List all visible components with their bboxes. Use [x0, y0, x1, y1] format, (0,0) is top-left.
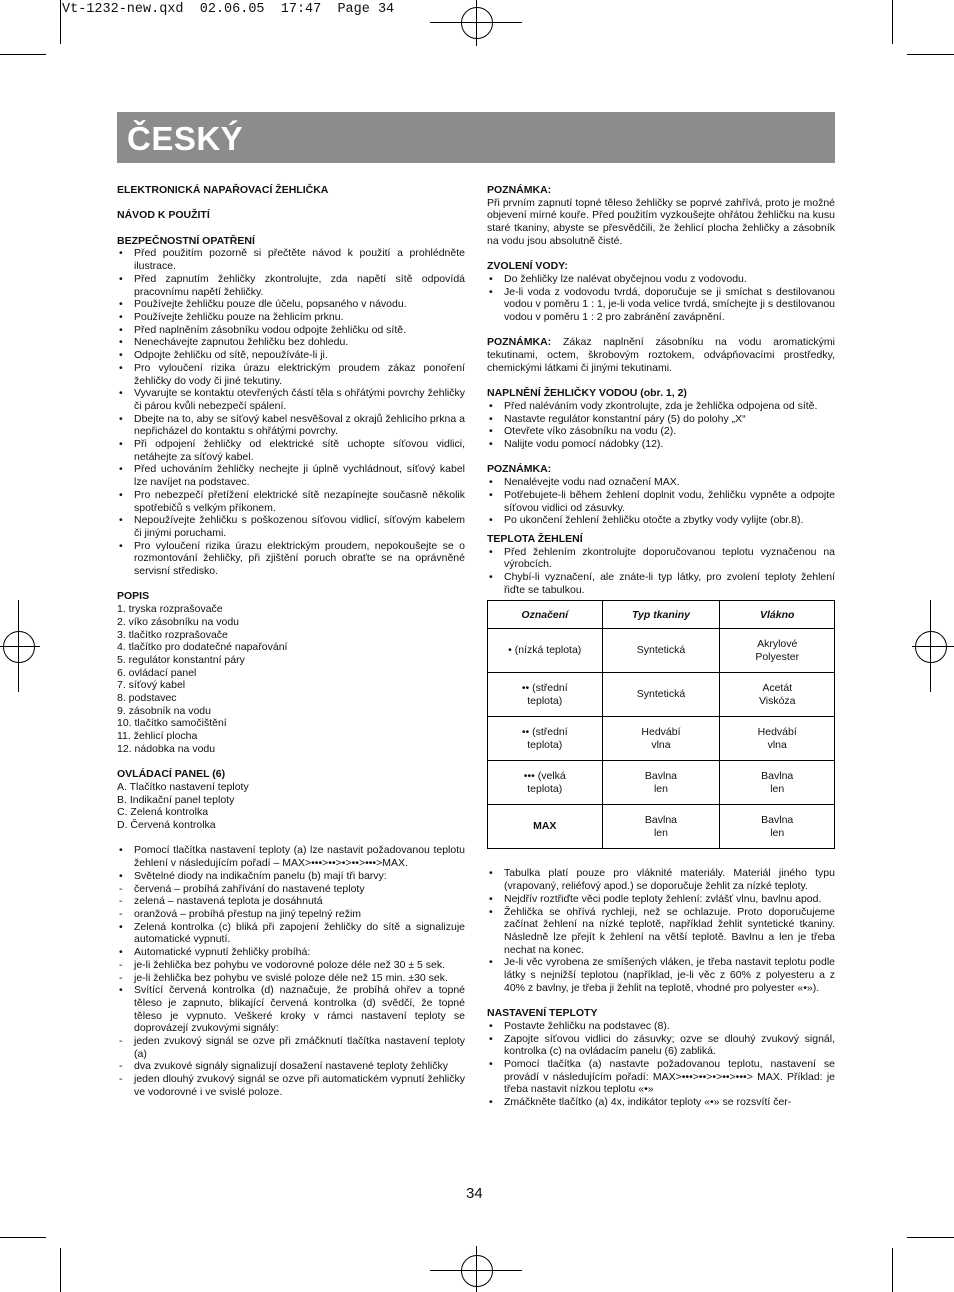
table-cell: Bavlna len [720, 805, 835, 849]
table-cell: Hedvábí vlna [602, 717, 720, 761]
note1-text: Při prvním zapnutí topné těleso žehličky se poprvé zahřívá, proto je možné objevení mírné kouře. Před použitím vyzkoušejte ohřátou žehličku na kusu staré tkaniny, abyste se přesvědčili, že žehlicí plocha žehličky a zásobník na vodu jsou absolutně čisté. [487, 196, 835, 247]
list-item: • Při odpojení žehličky od elektrické sítě uchopte síťovou vidlici, netáhejte za síťový kabel. [117, 438, 465, 463]
list-item: • Používejte žehličku pouze na žehlicím prknu. [117, 311, 465, 324]
list-item: • Zelená kontrolka (c) bliká při zapojení žehličky do sítě a signalizuje automatické vypnutí. [117, 921, 465, 946]
crop-mark [60, 0, 61, 44]
list-item: B. Indikační panel teploty [117, 793, 235, 806]
table-header-cell: Typ tkaniny [602, 601, 720, 629]
list-item: - zelená – nastavená teplota je dosáhnutá [117, 895, 465, 908]
list-item: • Chybí-li vyznačení, ale znáte-li typ látky, pro zvolení teploty žehlení řiďte se tabulkou. [487, 571, 835, 596]
list-item: • Vyvarujte se kontaktu otevřených částí těla s ohřátými povrchy žehličky či párou kvůli nebezpečí spálení. [117, 387, 465, 412]
table-row [488, 805, 835, 849]
note1-heading: POZNÁMKA: [487, 184, 552, 196]
crop-mark [892, 0, 893, 44]
list-item: 9. zásobník na vodu [117, 704, 211, 717]
panel-heading: OVLÁDACÍ PANEL (6) [117, 768, 226, 781]
water-list [487, 273, 835, 324]
list-item: • Před naplněním zásobníku vodou odpojte žehličku od sítě. [117, 324, 465, 337]
list-item: 3. tlačítko rozprašovače [117, 628, 228, 641]
safety-heading: BEZPEČNOSTNÍ OPATŘENÍ [117, 234, 255, 247]
table-cell: Acetát Viskóza [720, 673, 835, 717]
manual-heading: NÁVOD K POUŽITÍ [117, 209, 210, 222]
list-item: • Před použitím pozorně si přečtěte návod k použití a prohlédněte ilustrace. [117, 247, 465, 272]
note3-heading: POZNÁMKA: [487, 463, 552, 476]
list-item: • Před žehlením zkontrolujte doporučovanou teplotu vyznačenou na výrobcích. [487, 546, 835, 571]
list-item: • Nenechávejte zapnutou žehličku bez dohledu. [117, 336, 465, 349]
list-item: • Postavte žehličku na podstavec (8). [487, 1020, 835, 1033]
list-item: • Tabulka platí pouze pro vláknité materiály. Materiál jiného typu (vrapovaný, reliéfový apod.) se doporučuje žehlit za nízké teploty. [487, 867, 835, 892]
table-cell: ••• (velká teplota) [488, 761, 603, 805]
list-item: • Automatické vypnutí žehličky probíhá: [117, 946, 465, 959]
left-column [117, 184, 465, 1099]
list-item: • Zmáčkněte tlačítko (a) 4x, indikátor teploty «•» se rozsvítí čer- [487, 1096, 835, 1109]
table-cell: Bavlna len [602, 805, 720, 849]
list-item: A. Tlačítko nastavení teploty [117, 780, 249, 793]
list-item: 2. víko zásobníku na vodu [117, 615, 239, 628]
table-header-cell: Označení [488, 601, 603, 629]
list-item: - oranžová – probíhá přestup na jiný tepelný režim [117, 908, 465, 921]
table-row [488, 717, 835, 761]
list-item: - je-li žehlička bez pohybu ve svislé poloze déle než 15 min. ±30 sek. [117, 972, 465, 985]
fill-heading: NAPLNĚNÍ ŽEHLIČKY VODOU (obr. 1, 2) [487, 387, 687, 400]
list-item: 7. síťový kabel [117, 679, 186, 692]
list-item: 5. regulátor konstantní páry [117, 653, 245, 666]
table-cell: Syntetická [602, 673, 720, 717]
list-item: - červená – probíhá zahřívání do nastavené teploty [117, 883, 465, 896]
list-item: • Do žehličky lze nalévat obyčejnou vodu z vodovodu. [487, 273, 835, 286]
table-cell: Bavlna len [602, 761, 720, 805]
set-temp-heading: NASTAVENÍ TEPLOTY [487, 1007, 598, 1020]
list-item: • Nenalévejte vodu nad označení MAX. [487, 476, 835, 489]
table-cell: •• (střední teplota) [488, 673, 603, 717]
list-item: - dva zvukové signály signalizují dosažení nastavené teploty žehličky [117, 1060, 465, 1073]
list-item: • Používejte žehličku pouze dle účelu, popsaného v návodu. [117, 298, 465, 311]
table-cell: • (nízká teplota) [488, 629, 603, 673]
list-item: • Před naléváním vody zkontrolujte, zda je žehlička odpojena od sítě. [487, 400, 835, 413]
after-table-list [487, 867, 835, 994]
table-cell: MAX [488, 805, 603, 849]
list-item: • Potřebujete-li během žehlení doplnit vodu, žehličku vypněte a odpojte síťovou vidlici od zásuvky. [487, 489, 835, 514]
list-item: • Světelné diody na indikačním panelu (b) mají tři barvy: [117, 870, 465, 883]
temp-heading: TEPLOTA ŽEHLENÍ [487, 532, 583, 545]
temp-list [487, 546, 835, 597]
note2-heading: POZNÁMKA: [487, 336, 552, 349]
crop-mark [907, 1237, 954, 1238]
crop-mark [0, 54, 46, 55]
crop-mark [0, 1237, 46, 1238]
crop-mark [60, 1248, 61, 1292]
list-item: - je-li žehlička bez pohybu ve vodorovné poloze déle než 30 ± 5 sek. [117, 959, 465, 972]
list-item: • Je-li věc vyrobena ze smíšených vláken, je třeba nastavit teplotu podle látky s nejnižší teplotou (například, je-li věc z 60% z polyesteru a z 40% z bavlny, je třeba ji žehlit na teplotě, vhodné pro polyester «•»). [487, 956, 835, 994]
list-item: • Dbejte na to, aby se síťový kabel nesvěšoval z okrajů žehlicího prkna a nepřicházel do kontaktu s ohřátými povrchy. [117, 413, 465, 438]
registration-mark [461, 7, 493, 39]
list-item: • Před zapnutím žehličky zkontrolujte, zda napětí sítě odpovídá pracovnímu napětí žehličky. [117, 273, 465, 298]
registration-mark [3, 631, 35, 663]
list-item: • Před uchováním žehličky nechejte ji úplně vychládnout, síťový kabel lze navíjet na podstavec. [117, 463, 465, 488]
table-cell: Hedvábí vlna [720, 717, 835, 761]
list-item: D. Červená kontrolka [117, 819, 216, 832]
language-banner [117, 112, 835, 163]
banner-title: ČESKÝ [127, 120, 244, 157]
document-title: ELEKTRONICKÁ NAPAŘOVACÍ ŽEHLIČKA [117, 184, 329, 196]
list-item: • Po ukončení žehlení žehličku otočte a zbytky vody vylijte (obr.8). [487, 514, 835, 527]
list-item: • Pro vyloučení rizika úrazu elektrickým proudem zákaz ponoření žehličky do vody či jiné tekutiny. [117, 362, 465, 387]
list-item: • Nastavte regulátor konstantní páry (5) do polohy „X“ [487, 413, 835, 426]
registration-mark [915, 631, 947, 663]
list-item: • Je-li voda z vodovodu tvrdá, doporučuje se ji smíchat s destilovanou vodou v poměru 1 : 1, je-li voda velice tvrdá, smíchejte ji s destilovanou vodou v poměru 1 : 2 pro zabránění zavápnění. [487, 286, 835, 324]
table-header-row [488, 601, 835, 629]
water-heading: ZVOLENÍ VODY: [487, 260, 568, 273]
table-row [488, 629, 835, 673]
note2 [487, 336, 835, 374]
safety-list [117, 247, 465, 577]
set-temp-list [487, 1020, 835, 1109]
page-number: 34 [466, 1185, 483, 1202]
table-cell: Syntetická [602, 629, 720, 673]
panel-notes-list [117, 844, 465, 1098]
fill-list [487, 400, 835, 451]
parts-list [117, 603, 465, 755]
list-item: • Odpojte žehličku od sítě, nepoužíváte-li ji. [117, 349, 465, 362]
table-cell: •• (střední teplota) [488, 717, 603, 761]
list-item: • Nepoužívejte žehličku s poškozenou síťovou vidlicí, síťovým kabelem či jinými poruchami. [117, 514, 465, 539]
list-item: 12. nádobka na vodu [117, 742, 216, 755]
list-item: • Žehlička se ohřívá rychleji, než se ochlazuje. Proto doporučujeme začínat žehlení na nízké teplotě, například žehlit syntetické tkaniny. Následně lze přejít k žehlení na větší teplotě. Bavlnu a len je třeba nechat na konec. [487, 906, 835, 957]
list-item: 6. ovládací panel [117, 666, 197, 679]
list-item: - jeden zvukový signál se ozve při zmáčknutí tlačítka nastavení teploty (a) [117, 1035, 465, 1060]
list-item: • Svítící červená kontrolka (d) naznačuje, že probíhá ohřev a topné těleso je zapnuto, blikající červená kontrolka (d) svědčí, že topné těleso je vypnuto. Veškeré kroky v rámci nastavení teploty se doprovázejí zvukovými signály: [117, 984, 465, 1035]
list-item: 8. podstavec [117, 692, 177, 705]
list-item: • Zapojte síťovou vidlici do zásuvky; ozve se dlouhý zvukový signál, kontrolka (c) na ovládacím panelu (6) zabliká. [487, 1033, 835, 1058]
note3-list [487, 476, 835, 527]
crop-mark [892, 1248, 893, 1292]
list-item: • Pomocí tlačítka nastavení teploty (a) lze nastavit požadovanou teplotu žehlení v následujícím pořadí – MAX>•••>••>•>••>•••>MAX. [117, 844, 465, 869]
list-item: C. Zelená kontrolka [117, 806, 209, 819]
crop-mark [907, 54, 954, 55]
list-item: 1. tryska rozprašovače [117, 603, 223, 616]
table-cell: Akrylové Polyester [720, 629, 835, 673]
temperature-table [487, 600, 835, 849]
table-row [488, 761, 835, 805]
popis-heading: POPIS [117, 590, 150, 603]
table-row [488, 673, 835, 717]
list-item: - jeden dlouhý zvukový signál se ozve při automatickém vypnutí žehličky ve vodorovné i ve svislé poloze. [117, 1073, 465, 1098]
registration-mark [461, 1255, 493, 1287]
table-cell: Bavlna len [720, 761, 835, 805]
note2-text: Zákaz naplnění zásobníku na vodu aromatickými tekutinami, octem, škrobovým roztokem, odvápňovacími prostředky, chemickými látkami či jinými tekutinami. [487, 336, 836, 374]
table-header-cell: Vlákno [720, 601, 835, 629]
list-item: 10. tlačítko samočištění [117, 717, 227, 730]
list-item: • Otevřete víko zásobníku na vodu (2). [487, 425, 835, 438]
list-item: • Nejdřív roztřiďte věci podle teploty žehlení: zvlášť vlnu, bavlnu apod. [487, 893, 835, 906]
list-item: • Pomocí tlačítka (a) nastavte požadovanou teplotu, nastavení se provádí v následujícím pořadí: MAX>•••>••>•>••>•••> MAX. Příklad: je třeba nastavit nízkou teplotu «•» [487, 1058, 835, 1096]
list-item: • Pro nebezpečí přetížení elektrické sítě nezapínejte současně několik spotřebičů s velkým příkonem. [117, 489, 465, 514]
list-item: 11. žehlicí plocha [117, 730, 198, 743]
list-item: • Pro vyloučení rizika úrazu elektrickým proudem, nepokoušejte se o rozmontování žehličky, při zjištění poruch obraťte se na oprávněné servisní středisko. [117, 540, 465, 578]
panel-list [117, 781, 465, 832]
list-item: • Nalijte vodu pomocí nádobky (12). [487, 438, 835, 451]
print-header: Vt-1232-new.qxd 02.06.05 17:47 Page 34 [62, 2, 395, 17]
list-item: 4. tlačítko pro dodatečné napařování [117, 641, 288, 654]
right-column [487, 184, 835, 1109]
